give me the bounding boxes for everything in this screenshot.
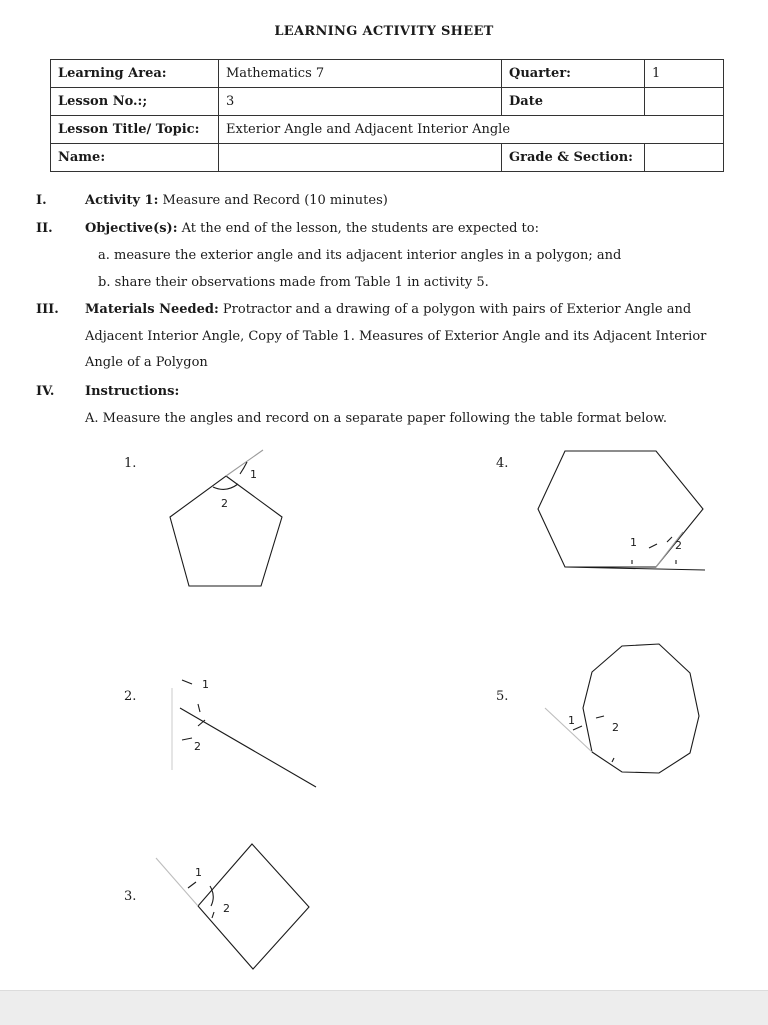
figure-5-decagon bbox=[545, 644, 699, 773]
figure-1-angle-2: 2 bbox=[221, 497, 228, 510]
figure-3-square bbox=[156, 844, 309, 969]
figure-4-angle-1: 1 bbox=[630, 536, 637, 549]
section-text: Angle of a Polygon bbox=[85, 355, 208, 370]
instruction-a: A. Measure the angles and record on a separate paper following the table format below. bbox=[85, 411, 667, 426]
section-label: Objective(s): bbox=[85, 221, 178, 236]
figure-5-angle-2: 2 bbox=[612, 721, 619, 734]
date-label: Date bbox=[502, 88, 645, 116]
figure-3-angle-2: 2 bbox=[223, 902, 230, 915]
section-number: II. bbox=[36, 221, 53, 236]
figure-5-angle-1: 1 bbox=[568, 714, 575, 727]
section-label: Activity 1: bbox=[85, 193, 159, 208]
lesson-title-label: Lesson Title/ Topic: bbox=[51, 116, 219, 144]
figure-label: 4. bbox=[496, 456, 509, 471]
section-text: At the end of the lesson, the students are expected to: bbox=[181, 221, 539, 236]
grade-section-label: Grade & Section: bbox=[502, 144, 645, 172]
lesson-no-label: Lesson No.:; bbox=[51, 88, 219, 116]
figure-label: 2. bbox=[124, 689, 137, 704]
figure-label: 3. bbox=[124, 889, 137, 904]
section-label: Materials Needed: bbox=[85, 302, 219, 317]
lesson-title-value: Exterior Angle and Adjacent Interior Angle bbox=[219, 116, 724, 144]
learning-area-label: Learning Area: bbox=[51, 60, 219, 88]
figure-3-angle-1: 1 bbox=[195, 866, 202, 879]
quarter-value: 1 bbox=[645, 60, 724, 88]
figure-2-line bbox=[172, 680, 316, 787]
figure-2-angle-2: 2 bbox=[194, 740, 201, 753]
lesson-no-value: 3 bbox=[219, 88, 502, 116]
figure-label: 1. bbox=[124, 456, 137, 471]
section-text: Adjacent Interior Angle, Copy of Table 1. Measures of Exterior Angle and its Adjacent Interior bbox=[85, 329, 707, 344]
figure-4-hexagon bbox=[538, 451, 705, 570]
figure-1-angle-1: 1 bbox=[250, 468, 257, 481]
learning-area-value: Mathematics 7 bbox=[219, 60, 502, 88]
name-label: Name: bbox=[51, 144, 219, 172]
section-number: I. bbox=[36, 193, 47, 208]
page-title: LEARNING ACTIVITY SHEET bbox=[274, 24, 494, 39]
figure-2-angle-1: 1 bbox=[202, 678, 209, 691]
objective-item-a: a. measure the exterior angle and its adjacent interior angles in a polygon; and bbox=[98, 248, 622, 263]
section-label: Instructions: bbox=[85, 384, 180, 399]
section-number: III. bbox=[36, 302, 59, 317]
figure-1-pentagon bbox=[170, 450, 282, 586]
section-text: Measure and Record (10 minutes) bbox=[162, 193, 388, 208]
objective-item-b: b. share their observations made from Table 1 in activity 5. bbox=[98, 275, 489, 290]
quarter-label: Quarter: bbox=[502, 60, 645, 88]
section-number: IV. bbox=[36, 384, 55, 399]
figure-4-angle-2: 2 bbox=[675, 539, 682, 552]
section-text: Protractor and a drawing of a polygon with pairs of Exterior Angle and bbox=[222, 302, 692, 317]
figure-label: 5. bbox=[496, 689, 509, 704]
